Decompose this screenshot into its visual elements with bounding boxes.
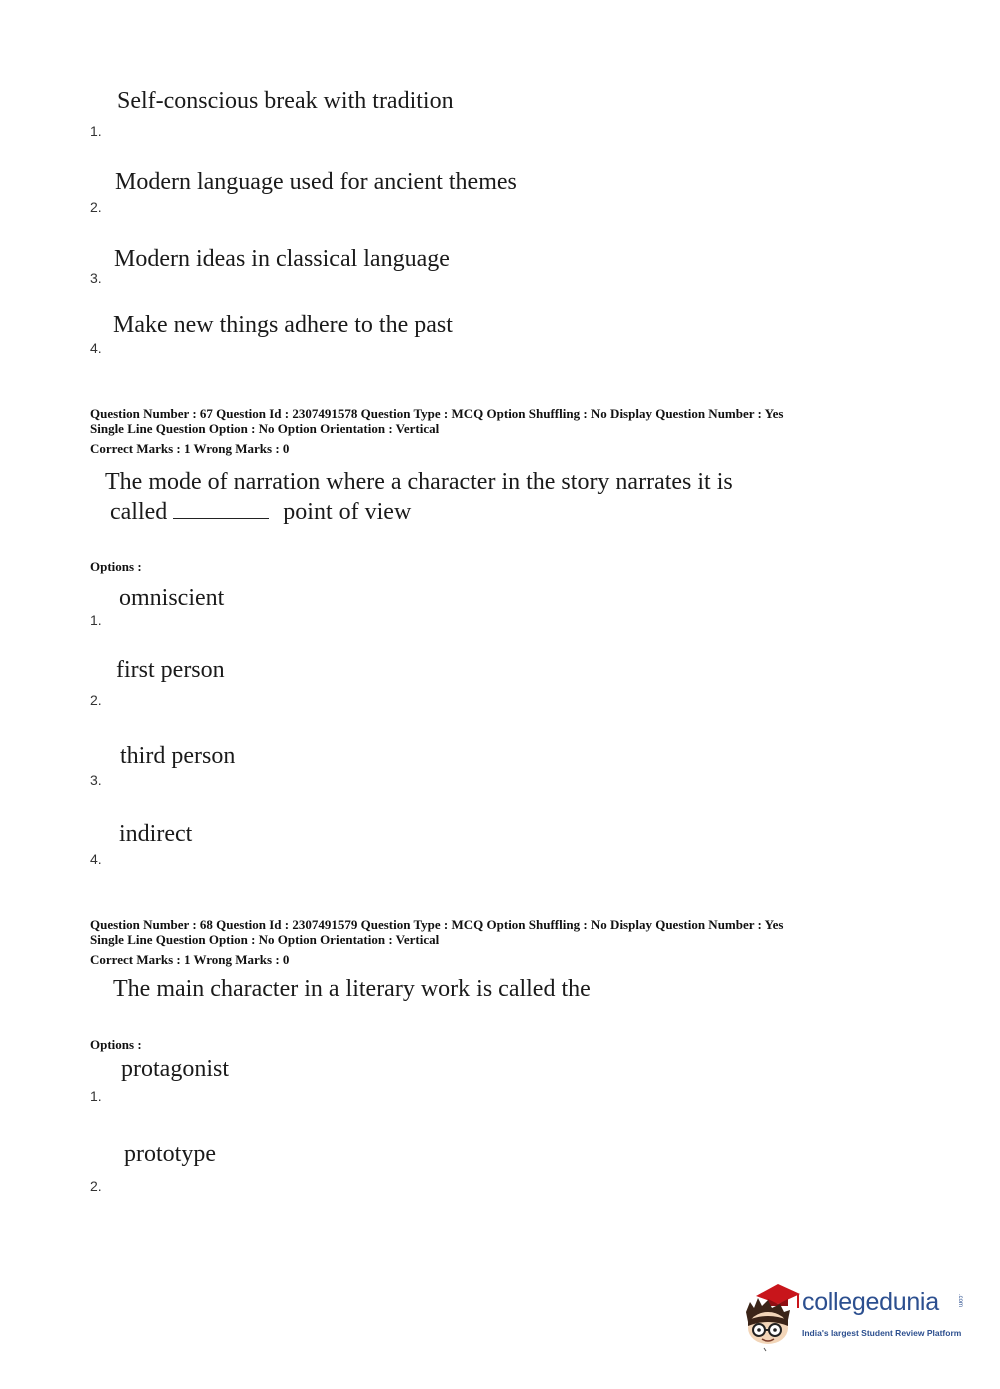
q67-options-label: Options : bbox=[90, 559, 142, 574]
q67-question-line-2 bbox=[110, 498, 411, 526]
q67-option-4-number: 4. bbox=[90, 851, 102, 867]
q67-meta-line-2: Single Line Question Option : No Option Orientation : Vertical bbox=[90, 421, 440, 436]
q67-option-3-text: third person bbox=[120, 743, 236, 769]
q67-question-line-2-start: called bbox=[110, 499, 168, 525]
q68-question-line-1: The main character in a literary work is called the bbox=[113, 976, 591, 1002]
q67-option-1-text: omniscient bbox=[119, 585, 225, 611]
q67-answer-blank bbox=[173, 498, 269, 519]
prev-option-2-text: Modern language used for ancient themes bbox=[115, 169, 517, 195]
q67-meta-line-3: Correct Marks : 1 Wrong Marks : 0 bbox=[90, 441, 290, 456]
q68-meta-line-3: Correct Marks : 1 Wrong Marks : 0 bbox=[90, 952, 290, 967]
q67-option-4-text: indirect bbox=[119, 821, 193, 847]
logo-tagline: India's largest Student Review Platform bbox=[802, 1328, 962, 1338]
logo-tld-text: .com bbox=[957, 1294, 963, 1308]
q68-meta-line-2: Single Line Question Option : No Option Orientation : Vertical bbox=[90, 932, 440, 947]
prev-option-3-text: Modern ideas in classical language bbox=[114, 246, 450, 272]
prev-option-4-number: 4. bbox=[90, 340, 102, 356]
q67-option-2-number: 2. bbox=[90, 692, 102, 708]
q68-option-2-text: prototype bbox=[124, 1141, 216, 1167]
q68-meta-line-1: Question Number : 68 Question Id : 2307491579 Question Type : MCQ Option Shuffling : No Display Question Number : Yes bbox=[90, 917, 784, 932]
q68-options-label: Options : bbox=[90, 1037, 142, 1052]
mascot-icon bbox=[740, 1282, 802, 1352]
prev-option-3-number: 3. bbox=[90, 270, 102, 286]
prev-option-1-text: Self-conscious break with tradition bbox=[117, 88, 454, 114]
q67-question-line-2-end: point of view bbox=[283, 499, 412, 525]
prev-option-4-text: Make new things adhere to the past bbox=[113, 312, 453, 338]
q67-option-1-number: 1. bbox=[90, 612, 102, 628]
q67-option-3-number: 3. bbox=[90, 772, 102, 788]
prev-option-1-number: 1. bbox=[90, 123, 102, 139]
q68-option-2-number: 2. bbox=[90, 1178, 102, 1194]
collegedunia-watermark bbox=[740, 1282, 980, 1354]
logo-brand-text: collegedunia bbox=[802, 1288, 939, 1316]
q68-option-1-text: protagonist bbox=[121, 1056, 229, 1082]
q67-option-2-text: first person bbox=[116, 657, 225, 683]
q67-question-line-1: The mode of narration where a character in the story narrates it is bbox=[105, 469, 733, 495]
q68-option-1-number: 1. bbox=[90, 1088, 102, 1104]
q67-meta-line-1: Question Number : 67 Question Id : 2307491578 Question Type : MCQ Option Shuffling : No Display Question Number : Yes bbox=[90, 406, 784, 421]
prev-option-2-number: 2. bbox=[90, 199, 102, 215]
